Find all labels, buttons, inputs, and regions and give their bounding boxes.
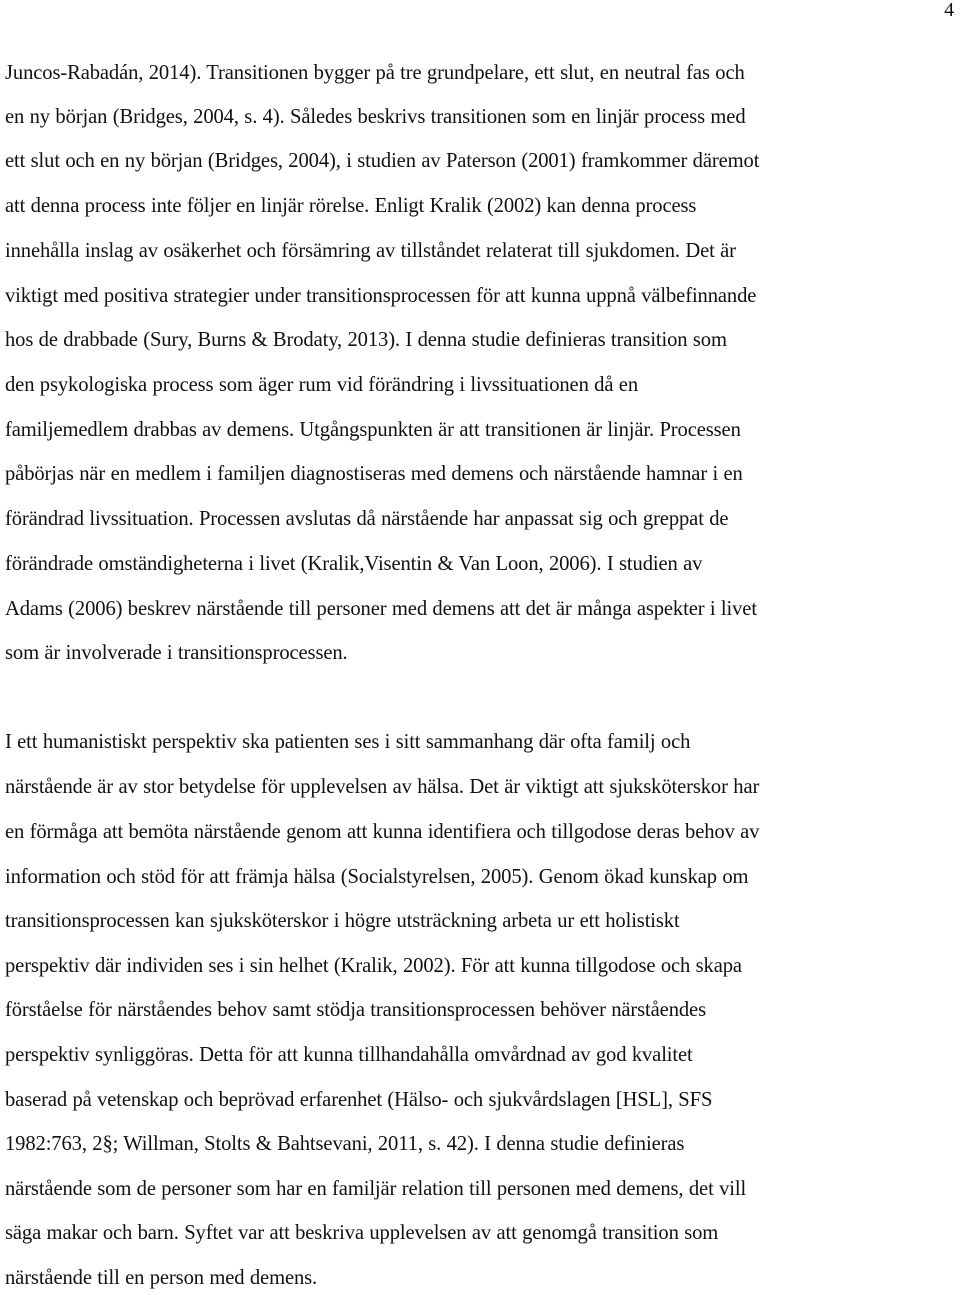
paragraph-line: närstående som de personer som har en familjär relation till personen med demens, det vill	[5, 1178, 747, 1200]
paragraph-line: transitionsprocessen kan sjuksköterskor i högre utsträckning arbeta ur ett holistiskt	[5, 910, 680, 932]
paragraph-line: påbörjas när en medlem i familjen diagnostiseras med demens och närstående hamnar i en	[5, 463, 743, 485]
paragraph-line: säga makar och barn. Syftet var att beskriva upplevelsen av att genomgå transition som	[5, 1222, 719, 1244]
paragraph-line: perspektiv synliggöras. Detta för att kunna tillhandahålla omvårdnad av god kvalitet	[5, 1044, 693, 1066]
paragraph-line: att denna process inte följer en linjär rörelse. Enligt Kralik (2002) kan denna process	[5, 195, 697, 217]
paragraph-line: Adams (2006) beskrev närstående till personer med demens att det är många aspekter i livet	[5, 598, 757, 620]
paragraph-line: I ett humanistiskt perspektiv ska patienten ses i sitt sammanhang där ofta familj och	[5, 731, 691, 753]
paragraph-line: ett slut och en ny början (Bridges, 2004), i studien av Paterson (2001) framkommer däremot	[5, 150, 760, 172]
paragraph-line: den psykologiska process som äger rum vid förändring i livssituationen då en	[5, 374, 638, 396]
paragraph-line: innehålla inslag av osäkerhet och försämring av tillståndet relaterat till sjukdomen. Det är	[5, 240, 736, 262]
paragraph-line: som är involverade i transitionsprocessen.	[5, 642, 348, 664]
paragraph-line: familjemedlem drabbas av demens. Utgångspunkten är att transitionen är linjär. Processen	[5, 419, 741, 441]
paragraph-line: perspektiv där individen ses i sin helhet (Kralik, 2002). För att kunna tillgodose och skapa	[5, 955, 742, 977]
paragraph-line: en ny början (Bridges, 2004, s. 4). Således beskrivs transitionen som en linjär process med	[5, 106, 746, 128]
paragraph-line: 1982:763, 2§; Willman, Stolts & Bahtsevani, 2011, s. 42). I denna studie definieras	[5, 1133, 685, 1155]
paragraph-line: förändrad livssituation. Processen avslutas då närstående har anpassat sig och greppat de	[5, 508, 729, 530]
paragraph-line: närstående är av stor betydelse för upplevelsen av hälsa. Det är viktigt att sjuksköterskor har	[5, 776, 760, 798]
paragraph-line: förståelse för närståendes behov samt stödja transitionsprocessen behöver närståendes	[5, 999, 706, 1021]
paragraph-line: Juncos-Rabadán, 2014). Transitionen bygger på tre grundpelare, ett slut, en neutral fas och	[5, 62, 745, 84]
paragraph-line: förändrade omständigheterna i livet (Kralik,Visentin & Van Loon, 2006). I studien av	[5, 553, 703, 575]
paragraph-line: hos de drabbade (Sury, Burns & Brodaty, 2013). I denna studie definieras transition som	[5, 329, 727, 351]
paragraph-line: baserad på vetenskap och beprövad erfarenhet (Hälso- och sjukvårdslagen [HSL], SFS	[5, 1089, 713, 1111]
page-number: 4	[944, 0, 954, 21]
paragraph-line: en förmåga att bemöta närstående genom att kunna identifiera och tillgodose deras behov av	[5, 821, 760, 843]
paragraph-line: viktigt med positiva strategier under transitionsprocessen för att kunna uppnå välbefinnande	[5, 285, 757, 307]
paragraph-line: information och stöd för att främja hälsa (Socialstyrelsen, 2005). Genom ökad kunskap om	[5, 866, 749, 888]
paragraph-line: närstående till en person med demens.	[5, 1267, 318, 1289]
